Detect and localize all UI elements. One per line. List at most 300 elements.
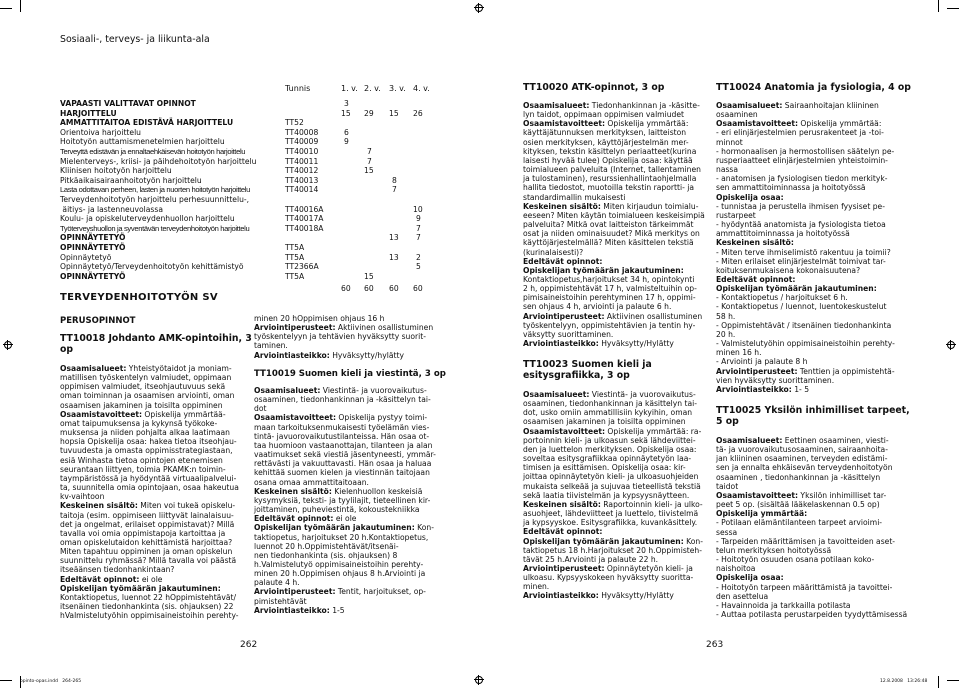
text-line xyxy=(254,578,446,587)
field-text: jan kliininen osaaminen, terveyden edistämi- xyxy=(716,454,888,464)
text-line xyxy=(523,238,713,247)
field-text: koituksenmukaisena kokonaisuutena? xyxy=(716,265,861,275)
field-text: rettävästi ja vakuuttavasti. Hän osaa ja haluaa xyxy=(254,459,432,469)
text-line xyxy=(60,410,248,419)
field-text: ja tulostaminen), resurssienhallintaohjelmalla xyxy=(523,174,697,184)
field-text: ei ole xyxy=(139,574,163,584)
text-line xyxy=(716,257,904,266)
table-row-credits: 7 xyxy=(416,233,421,243)
field-text: osaamisen jakaminen ja toisilta oppiminen xyxy=(523,417,686,427)
text-line xyxy=(254,395,446,404)
field-text: matillisen työskentelyn valmiudet, oppimaan xyxy=(60,373,232,383)
table-row-credits: 9 xyxy=(416,214,421,224)
field-text: den ja luettelon merkityksen. Opiskelija osaa: xyxy=(523,444,697,454)
text-line xyxy=(716,229,904,238)
table-row-credits: 7 xyxy=(367,147,372,156)
field-text: taktiopetus 18 h.Harjoitukset 20 h.Oppimisteh- xyxy=(523,545,702,555)
text-line xyxy=(60,382,248,391)
text-line xyxy=(60,474,248,483)
text-line xyxy=(523,427,713,436)
field-text: osaaminen, tiedonhankinnan ja käsittelyn tai- xyxy=(523,399,697,409)
text-line xyxy=(254,478,446,487)
text-line xyxy=(254,450,446,459)
text-line xyxy=(716,193,904,202)
field-label: Edeltävät opinnot: xyxy=(523,527,603,537)
table-row-label: VAPAASTI VALITTAVAT OPINNOT xyxy=(60,99,196,108)
text-line xyxy=(716,284,904,293)
table-row-credits: 8 xyxy=(392,175,397,185)
table-row-label: äitiys- ja lastenneuvolassa xyxy=(60,204,163,214)
table-row-credits: 60 xyxy=(413,284,423,294)
field-text: Opiskelija ymmärtää- xyxy=(142,409,226,419)
field-text: Opiskelija ymmärtää: ra- xyxy=(605,426,702,436)
field-text: minen 16 h. xyxy=(716,348,762,358)
field-text: nassa xyxy=(716,165,739,175)
field-text: sessa xyxy=(716,527,738,537)
field-text: tintä- javuorovaikutustilanteissa. Hän osaa ot- xyxy=(254,431,430,441)
table-column-header: 1. v. xyxy=(341,84,358,93)
text-line xyxy=(716,275,904,284)
text-line xyxy=(523,156,713,165)
text-line xyxy=(60,446,248,455)
field-text: osaamisen jakaminen ja toisilta oppiminen xyxy=(60,400,223,410)
text-line xyxy=(254,533,446,542)
text-line xyxy=(60,437,248,446)
field-text: Yhteistyötaidot ja moniam- xyxy=(126,364,232,373)
table-row-code: TT40016A xyxy=(285,204,324,214)
text-line xyxy=(716,583,904,592)
table-row-label: Opinnäytetyö xyxy=(60,252,112,262)
field-text: - hormonaalisen ja hermostollisen säätelyn pe- xyxy=(716,146,895,156)
field-text: kysymyksiä, teksti- ja tyylilajit, tieteellinen kir- xyxy=(254,495,431,505)
text-line xyxy=(716,119,904,128)
field-text: osat ja niiden ominaisuudet? Mikä merkitys on xyxy=(523,229,700,239)
text-line xyxy=(60,565,248,574)
field-text: Opiskelija ymmärtää: xyxy=(798,119,882,129)
field-text: det ja ongelmat, erilaiset oppimistavat)? Millä xyxy=(60,519,235,529)
text-line xyxy=(60,456,248,465)
field-text: Hyväksytty/hylätty xyxy=(329,350,404,360)
field-text: Viestintä- ja vuorovaikutus- xyxy=(589,390,696,399)
text-line xyxy=(523,220,713,229)
text-line xyxy=(716,491,904,500)
text-line xyxy=(523,417,713,426)
text-line xyxy=(523,128,713,137)
text-line xyxy=(523,564,713,573)
field-text: - tunnistaa ja perustella ihmisen fyysiset pe- xyxy=(716,201,885,211)
field-text: tävät 25 h.Arviointi ja palaute 22 h. xyxy=(523,554,659,564)
field-text: - Hoitotyön tarpeen määrittämistä ja tavoittei- xyxy=(716,582,893,592)
text-line xyxy=(60,428,248,437)
field-text: taidot xyxy=(716,481,739,491)
text-line xyxy=(716,376,904,385)
field-label: Edeltävät opinnot: xyxy=(716,274,796,284)
field-text: timisen ja esittämisen. Opiskelija osaa: kir- xyxy=(523,463,686,473)
field-label: Opiskelijan työmäärän jakautuminen: xyxy=(254,523,415,533)
text-line xyxy=(523,321,713,330)
text-line xyxy=(254,404,446,413)
table-row-credits: 60 xyxy=(389,284,399,294)
text-line xyxy=(716,138,904,147)
field-text: mukaista selkeää ja sujuvaa tieteellistä tekstiä xyxy=(523,481,701,491)
field-text: - eri elinjärjestelmien perusrakenteet ja -toi- xyxy=(716,128,884,138)
field-label: Opiskelija osaa: xyxy=(716,192,784,202)
text-line xyxy=(60,584,248,593)
text-line xyxy=(523,165,713,174)
field-label: Keskeinen sisältö: xyxy=(523,499,601,509)
table-row-label: Terveyttä edistävän ja ennaltaehkäisevän hoitotyön harjoittelu xyxy=(60,147,246,156)
crop-mark xyxy=(0,8,12,9)
field-text: den asettelua xyxy=(716,591,769,601)
text-line xyxy=(523,482,713,491)
field-label: Osaamisalueet: xyxy=(716,436,783,445)
field-text: hallita tiedostot, muotoilla tekstin raportti- ja xyxy=(523,183,694,193)
text-line xyxy=(523,555,713,564)
text-line xyxy=(60,391,248,400)
text-line xyxy=(523,436,713,445)
text-line xyxy=(60,529,248,538)
text-line xyxy=(716,573,904,582)
text-line xyxy=(254,413,446,422)
crop-mark xyxy=(0,680,12,681)
course-body xyxy=(60,364,248,620)
field-text: Opiskelija pystyy toimi- xyxy=(336,413,428,423)
field-text: soveltaa esitysgrafiikkaa opinnäytetyön laa- xyxy=(523,454,692,464)
field-text: Tentit, harjoitukset, op- xyxy=(335,587,426,597)
text-line xyxy=(716,546,904,555)
text-line xyxy=(716,248,904,257)
page-number: 263 xyxy=(706,640,724,650)
text-line xyxy=(716,564,904,573)
text-line xyxy=(523,445,713,454)
text-line xyxy=(254,341,446,350)
field-text: ammattitoiminnassa ja hoitotyössä xyxy=(716,229,850,239)
text-line xyxy=(254,505,446,514)
field-text: laisesti hyvää tulee) Opiskelija osaa: käyttää xyxy=(523,155,693,165)
field-label: Osaamisalueet: xyxy=(60,364,127,373)
field-text: Sairaanhoitajan kliininen xyxy=(782,101,879,110)
text-line xyxy=(523,101,713,110)
text-line xyxy=(60,492,248,501)
text-line xyxy=(60,364,248,373)
text-line xyxy=(523,408,713,417)
text-line xyxy=(523,573,713,582)
table-row-code: TT5A xyxy=(285,243,305,252)
text-line xyxy=(716,555,904,564)
text-line xyxy=(523,211,713,220)
field-text: telun merkityksen hoitotyössä xyxy=(716,545,832,555)
field-text: Tiedonhankinnan ja -käsitte- xyxy=(589,101,700,110)
field-text: minen 20 h.Oppimisen ohjaus 8 h.Arviointi ja xyxy=(254,569,426,579)
text-line xyxy=(523,138,713,147)
field-label: Arviointiasteikko: xyxy=(254,350,330,360)
field-text: - Valmistelutyöhin oppimisaineistoihin perehty- xyxy=(716,339,895,349)
field-text: osien merkityksen, käyttöjärjestelmän mer- xyxy=(523,137,689,147)
text-line xyxy=(523,183,713,192)
text-line xyxy=(523,330,713,339)
table-row-credits: 15 xyxy=(364,271,374,281)
table-row-credits: 10 xyxy=(413,204,423,214)
field-text: rustarpeet xyxy=(716,210,756,220)
field-text: osaaminen xyxy=(716,110,758,120)
field-text: pimistehtävät xyxy=(254,596,307,606)
field-text: sen ja ennalta ehkäisevän terveydenhoitotyön xyxy=(716,463,893,473)
field-label: Opiskelijan työmäärän jakautuminen: xyxy=(716,284,877,294)
course-title xyxy=(523,359,652,381)
field-label: Arviointiperusteet: xyxy=(254,323,336,333)
table-row-code: TT40011 xyxy=(285,156,319,166)
course-title-line: 5 op xyxy=(716,416,739,427)
page-number: 262 xyxy=(240,640,258,650)
table-row-credits: 15 xyxy=(341,108,351,118)
field-text: ulkoasu. Kypsyyskokeen hyväksytty suoritta- xyxy=(523,573,694,583)
registration-mark-icon xyxy=(946,340,956,350)
table-row-label: Mielenterveys-, kriisi- ja päihdehoitotyön harjoittelu xyxy=(60,156,257,166)
table-column-header: 4. v. xyxy=(413,84,430,93)
field-text: - Miten erilaiset elinjärjestelmät toimivat tar- xyxy=(716,256,886,266)
field-text: työskentelyyn ja tehtävien hyväksytty suorit- xyxy=(254,332,426,342)
field-text: - Miten terve ihmiselimistö rakentuu ja toimii? xyxy=(716,247,891,257)
text-line xyxy=(254,587,446,596)
text-line xyxy=(254,323,446,332)
field-label: Opiskelijan työmäärän jakautuminen: xyxy=(523,265,684,275)
table-row-credits: 26 xyxy=(413,108,423,118)
table-row-label: OPINNÄYTETYÖ xyxy=(60,233,126,243)
text-line xyxy=(716,348,904,357)
field-text: - hyödyntää anatomista ja fysiologista tietoa xyxy=(716,220,886,230)
field-text: rusperiaatteet elinjärjestelmien yhteistoimin- xyxy=(716,155,888,165)
field-text: ja kypsyyskoe. Esitysgrafiikka, kuvankäsittely. xyxy=(523,518,698,528)
course-title: TT10024 Anatomia ja fysiologia, 4 op xyxy=(716,82,911,93)
text-line xyxy=(523,119,713,128)
table-row-credits: 13 xyxy=(389,233,399,243)
field-text: Hyväksytty/Hylätty xyxy=(598,591,674,601)
course-body xyxy=(716,101,904,394)
text-line xyxy=(60,483,248,492)
text-line xyxy=(254,606,446,615)
table-column-header: Tunnis xyxy=(285,84,311,93)
text-line xyxy=(716,101,904,110)
registration-mark-icon xyxy=(474,675,484,685)
field-text: joittaminen, puheviestintä, kokoustekniikka xyxy=(254,505,420,515)
table-row-label: OPINNÄYTETYÖ xyxy=(60,243,126,252)
table-row-credits: 15 xyxy=(364,166,374,176)
field-text: - Hoitotyön osuuden osana potilaan koko- xyxy=(716,555,875,565)
field-text: osaaminen, tiedonhankinnan ja -käsittelyn tai- xyxy=(254,395,431,405)
text-line xyxy=(716,509,904,518)
text-line xyxy=(716,500,904,509)
text-line xyxy=(523,582,713,591)
program-title: TERVEYDENHOITOTYÖN SV xyxy=(60,292,218,303)
table-row-code: TT40012 xyxy=(285,166,319,176)
field-text: itseäänsen tiedonhankintaan? xyxy=(60,565,175,575)
text-line xyxy=(254,423,446,432)
text-line xyxy=(523,500,713,509)
field-text: hValmistelutyöhin oppimisaineistoihin perehty- xyxy=(60,611,239,621)
field-text: sekä laatia tiivistelmän ja kypsyysnäytteen. xyxy=(523,490,690,500)
date-slug: 12.8.2008 13:26:48 xyxy=(880,679,928,684)
field-text: (kurinalaisesti)? xyxy=(523,247,584,257)
crop-mark xyxy=(947,680,959,681)
table-row-label: OPINNÄYTETYÖ xyxy=(60,271,126,281)
field-label: Arviointiasteikko: xyxy=(716,384,792,394)
text-line xyxy=(523,302,713,311)
table-row-code: TT40014 xyxy=(285,185,319,195)
text-line xyxy=(716,445,904,454)
field-text: dot xyxy=(254,404,267,414)
text-line xyxy=(523,518,713,527)
table-row-label: Lasta odottavan perheen, lasten ja nuorten hoitotyön harjoittelu xyxy=(60,185,250,195)
field-text: taktiopetus, harjoitukset 20 h.Kontaktiopetus, xyxy=(254,532,429,542)
field-text: kehittää suomen kielen ja viestinnän taitojaan xyxy=(254,468,430,478)
field-text: maan tarkoituksenmukaisesti työelämän vies- xyxy=(254,422,430,432)
field-text: Kon- xyxy=(414,523,434,533)
course-body xyxy=(523,101,713,348)
text-line xyxy=(60,401,248,410)
field-text: muksensa ja niiden pohjalta alkaa laatimaan xyxy=(60,428,230,438)
field-text: 1- 5 xyxy=(791,384,810,394)
field-text: oman toiminnan ja osaamisen arviointi, oman xyxy=(60,391,235,401)
text-line xyxy=(523,248,713,257)
field-text: osana omaa ammattitaitoaan. xyxy=(254,477,369,487)
field-text: vaatimukset sekä viestiä jäsentyneesti, ymmär- xyxy=(254,450,436,460)
field-text: eeseen? Miten käytän toimialueen keskeisimpiä xyxy=(523,210,705,220)
text-line xyxy=(716,463,904,472)
field-text: Opiskelija ymmärtää: xyxy=(605,119,689,129)
field-text: Aktiivinen osallistuminen xyxy=(604,311,703,321)
text-line xyxy=(60,593,248,602)
text-line xyxy=(254,441,446,450)
field-label: Osaamisalueet: xyxy=(716,101,783,110)
table-row-credits: 3 xyxy=(344,99,349,108)
course-title: TT10019 Suomen kieli ja viestintä, 3 op xyxy=(254,369,446,379)
sub-title: PERUSOPINNOT xyxy=(60,316,136,326)
field-label: Opiskelija osaa: xyxy=(716,573,784,583)
course-title-line: esitysgrafiikka, 3 op xyxy=(523,370,630,381)
table-row-label: Terveydenhoitotyön harjoittelu perhesuunnittelu-, xyxy=(60,195,250,204)
field-text: vien hyväksytty suorittaminen. xyxy=(716,375,835,385)
field-text: väksytty suorittaminen. xyxy=(523,329,614,339)
text-line xyxy=(60,465,248,474)
field-text: luennot 20 h.Oppimistehtävät/itsenäi- xyxy=(254,541,399,551)
text-line xyxy=(523,491,713,500)
field-text: taa huomioon vastaanottajan, tilanteen ja alan xyxy=(254,440,433,450)
field-label: Edeltävät opinnot: xyxy=(60,574,140,584)
text-line xyxy=(523,275,713,284)
text-line xyxy=(716,238,904,247)
field-text: käyttöjärjestelmällä? Miten käsittelen tekstiä xyxy=(523,238,694,248)
text-line xyxy=(254,468,446,477)
field-text: työskentelyyn, oppimistehtävien ja tentin hy- xyxy=(523,320,696,330)
registration-mark-icon xyxy=(3,340,13,350)
table-row-credits: 7 xyxy=(392,185,397,195)
field-label: Arviointiasteikko: xyxy=(523,339,599,349)
course-body-continued xyxy=(254,314,446,360)
text-line xyxy=(716,385,904,394)
field-label: Osaamisalueet: xyxy=(523,390,590,399)
field-text: Kontaktiopetus, luennot 22 hOppimistehtävät/ xyxy=(60,592,237,602)
table-row-label: AMMATTITAITOA EDISTÄVÄ HARJOITTELU xyxy=(60,118,234,128)
text-line xyxy=(716,482,904,491)
field-text: naishoitoa xyxy=(716,564,756,574)
text-line xyxy=(716,357,904,366)
field-text: lyn taidot, oppimaan oppimisen valmiudet xyxy=(523,110,684,120)
text-line xyxy=(60,373,248,382)
field-text: Kon- xyxy=(683,536,703,546)
course-title-line: TT10018 Johdanto AMK-opintoihin, 3 xyxy=(60,333,252,344)
table-row-code: TT2366A xyxy=(285,262,319,272)
text-line xyxy=(716,312,904,321)
text-line xyxy=(716,293,904,302)
field-text: - Potilaan elämäntilanteen tarpeet arvioimi- xyxy=(716,518,883,528)
text-line xyxy=(523,293,713,302)
field-text: itsenäinen tiedonhankinta (sis. ohjauksen) 22 xyxy=(60,602,234,612)
field-text: kv-vaihtoon xyxy=(60,492,105,502)
text-line xyxy=(716,183,904,192)
text-line xyxy=(716,436,904,445)
course-title-line: TT10023 Suomen kieli ja xyxy=(523,359,652,370)
text-line xyxy=(523,174,713,183)
field-text: Aktiivinen osallistuminen xyxy=(335,323,434,333)
field-text: Miten kirjaudun toimialu- xyxy=(600,201,699,211)
field-text: - Havainnoida ja tarkkailla potilasta xyxy=(716,600,851,610)
table-row-code: TT40018A xyxy=(285,223,324,233)
text-line xyxy=(716,454,904,463)
table-row-code: TT5A xyxy=(285,252,305,262)
field-label: Opiskelija ymmärtää: xyxy=(716,509,808,519)
field-text: oman opiskelutaidon kehittämistä harjoittaa? xyxy=(60,537,233,547)
field-label: Opiskelijan työmäärän jakautuminen: xyxy=(60,583,221,593)
text-line xyxy=(60,575,248,584)
field-label: Edeltävät opinnot: xyxy=(523,256,603,266)
text-line xyxy=(716,156,904,165)
table-row-code: TT52 xyxy=(285,118,304,128)
field-text: - Arviointi ja palaute 8 h xyxy=(716,357,808,367)
course-title-line: TT10025 Yksilön inhimilliset tarpeet, xyxy=(716,405,910,416)
crop-mark xyxy=(947,8,959,9)
field-text: Miten tapahtuu oppiminen ja oman opiskelun xyxy=(60,547,233,557)
table-row-label: Opinnäytetyö/Terveydenhoitotyön kehittämistyö xyxy=(60,262,244,272)
table-row-credits: 9 xyxy=(344,137,349,147)
text-line xyxy=(716,339,904,348)
text-line xyxy=(716,110,904,119)
course-title xyxy=(60,333,252,355)
table-row-credits: 60 xyxy=(364,284,374,294)
table-row-label: Orientoiva harjoittelu xyxy=(60,127,141,137)
text-line xyxy=(523,229,713,238)
text-line xyxy=(254,487,446,496)
text-line xyxy=(60,602,248,611)
text-line xyxy=(254,514,446,523)
text-line xyxy=(523,591,713,600)
table-row-code: TT40013 xyxy=(285,175,319,185)
field-text: Yksilön inhimilliset tar- xyxy=(798,490,887,500)
field-label: Osaamistavoitteet: xyxy=(60,409,143,419)
field-text: - Kontaktiopetus / luennot, luentokeskustelut xyxy=(716,302,887,312)
field-label: Osaamisalueet: xyxy=(254,386,321,395)
field-text: seurantaan liittyen, toimia PKAMK:n toimin- xyxy=(60,464,226,474)
table-row-code: TT40017A xyxy=(285,214,324,224)
crop-mark xyxy=(938,0,939,12)
field-text: Hyväksytty/Hylätty xyxy=(598,339,674,349)
table-row-label: Pitkäaikaisairaanhoitotyön harjoittelu xyxy=(60,175,202,185)
field-label: Arviointiperusteet: xyxy=(523,311,605,321)
field-text: peet 5 op. (sisältää lääkelaskennan 0.5 op) xyxy=(716,500,880,510)
text-line xyxy=(716,302,904,311)
text-line xyxy=(716,202,904,211)
text-line xyxy=(254,597,446,606)
text-line xyxy=(716,367,904,376)
